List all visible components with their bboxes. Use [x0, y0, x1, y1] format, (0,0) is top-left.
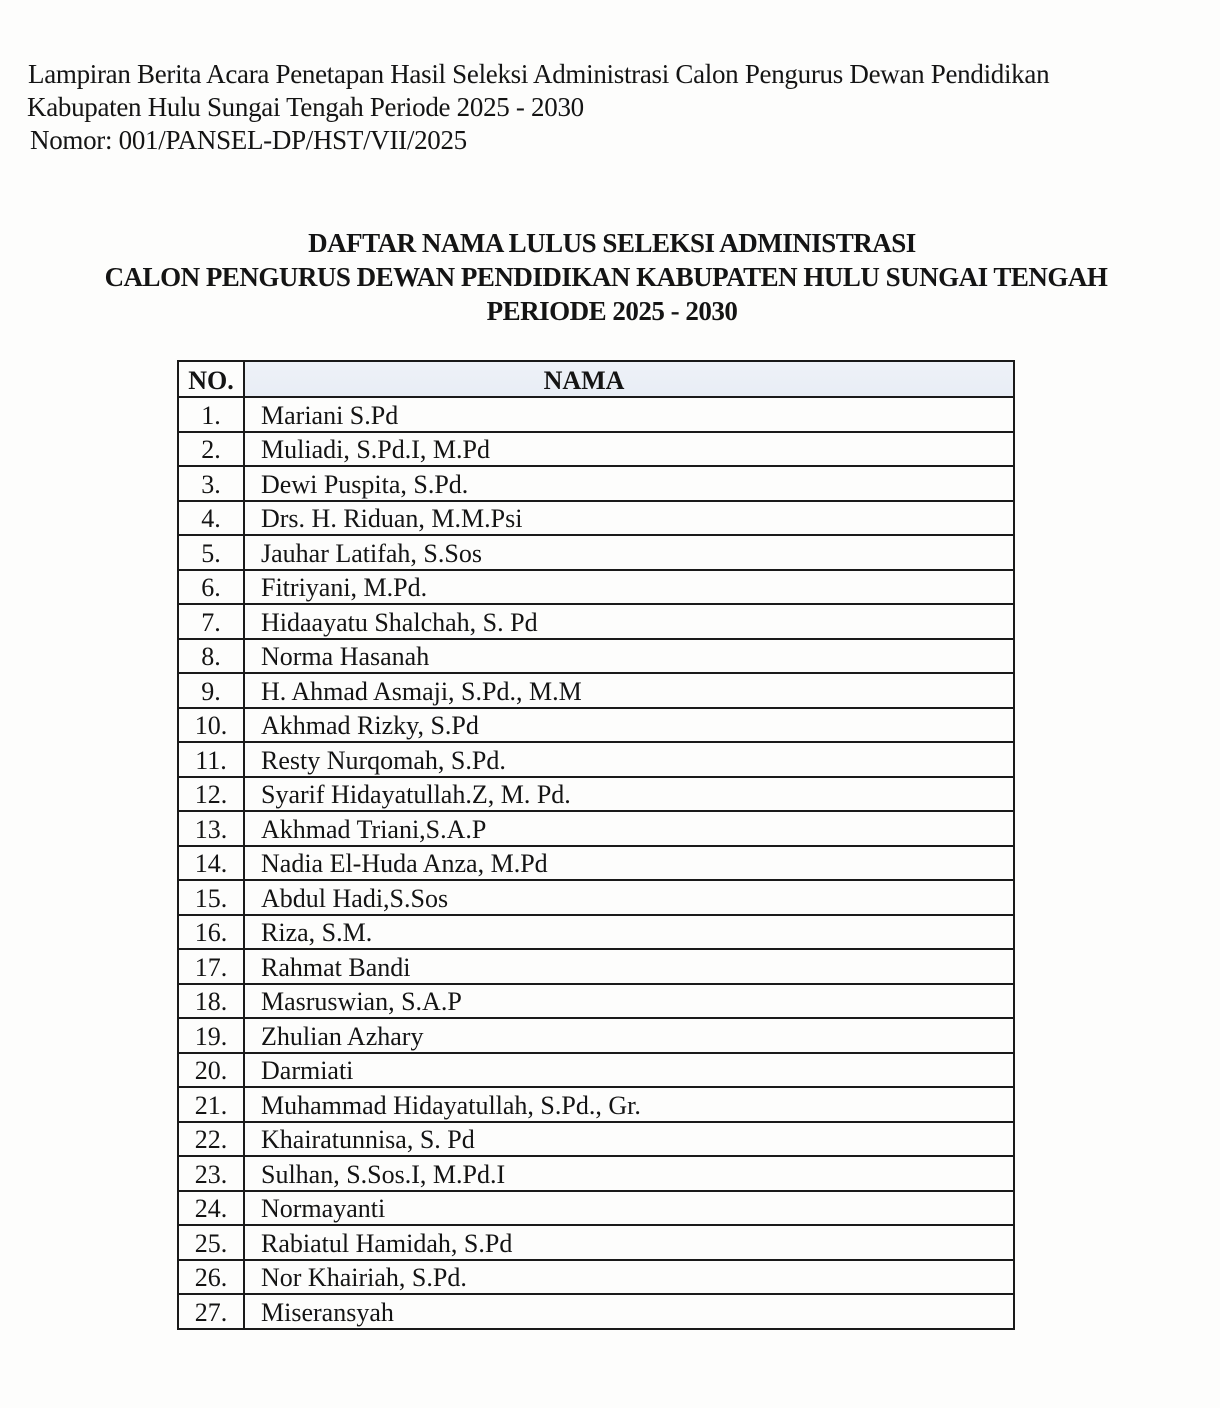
table-row: [178, 535, 1014, 570]
table-row: [178, 846, 1014, 881]
row-number: 5.: [178, 535, 244, 570]
candidate-name: Rabiatul Hamidah, S.Pd: [244, 1225, 1014, 1260]
table-row: [178, 1087, 1014, 1122]
table-header-row: [178, 361, 1014, 397]
row-number: 10.: [178, 708, 244, 743]
candidate-name: Muhammad Hidayatullah, S.Pd., Gr.: [244, 1087, 1014, 1122]
attachment-title-line-1: Lampiran Berita Acara Penetapan Hasil Seleksi Administrasi Calon Pengurus Dewan Pendidikan: [28, 59, 1050, 89]
table-row: [178, 397, 1014, 432]
row-number: 27.: [178, 1294, 244, 1329]
candidate-name: Muliadi, S.Pd.I, M.Pd: [244, 432, 1014, 467]
table-row: [178, 639, 1014, 674]
row-number: 19.: [178, 1018, 244, 1053]
candidate-name: H. Ahmad Asmaji, S.Pd., M.M: [244, 673, 1014, 708]
row-number: 22.: [178, 1122, 244, 1157]
candidate-name: Riza, S.M.: [244, 915, 1014, 950]
row-number: 15.: [178, 880, 244, 915]
table-row: [178, 1156, 1014, 1191]
row-number: 17.: [178, 949, 244, 984]
table-row: [178, 1122, 1014, 1157]
table-row: [178, 984, 1014, 1019]
row-number: 21.: [178, 1087, 244, 1122]
candidate-name: Akhmad Triani,S.A.P: [244, 811, 1014, 846]
candidate-name: Resty Nurqomah, S.Pd.: [244, 742, 1014, 777]
row-number: 18.: [178, 984, 244, 1019]
candidate-name: Nadia El-Huda Anza, M.Pd: [244, 846, 1014, 881]
table-row: [178, 915, 1014, 950]
row-number: 23.: [178, 1156, 244, 1191]
table-row: [178, 1053, 1014, 1088]
row-number: 9.: [178, 673, 244, 708]
row-number: 24.: [178, 1191, 244, 1226]
attachment-header: [28, 58, 1049, 157]
row-number: 11.: [178, 742, 244, 777]
candidate-name: Fitriyani, M.Pd.: [244, 570, 1014, 605]
row-number: 7.: [178, 604, 244, 639]
table-row: [178, 1225, 1014, 1260]
table-row: [178, 949, 1014, 984]
passed-candidates-table: [177, 360, 1015, 1330]
candidate-name: Jauhar Latifah, S.Sos: [244, 535, 1014, 570]
row-number: 4.: [178, 501, 244, 536]
candidate-name: Dewi Puspita, S.Pd.: [244, 466, 1014, 501]
row-number: 13.: [178, 811, 244, 846]
table-row: [178, 1260, 1014, 1295]
row-number: 6.: [178, 570, 244, 605]
title-line-1: DAFTAR NAMA LULUS SELEKSI ADMINISTRASI: [308, 228, 916, 258]
table-body: [178, 397, 1014, 1329]
candidate-name: Akhmad Rizky, S.Pd: [244, 708, 1014, 743]
candidate-name: Mariani S.Pd: [244, 397, 1014, 432]
column-header-no: NO.: [178, 361, 244, 397]
row-number: 3.: [178, 466, 244, 501]
candidate-name: Nor Khairiah, S.Pd.: [244, 1260, 1014, 1295]
table-row: [178, 811, 1014, 846]
row-number: 8.: [178, 639, 244, 674]
table-row: [178, 777, 1014, 812]
column-header-nama: NAMA: [244, 361, 1014, 397]
candidate-name: Masruswian, S.A.P: [244, 984, 1014, 1019]
table-row: [178, 604, 1014, 639]
row-number: 14.: [178, 846, 244, 881]
table-row: [178, 570, 1014, 605]
row-number: 2.: [178, 432, 244, 467]
table-row: [178, 708, 1014, 743]
candidate-name: Abdul Hadi,S.Sos: [244, 880, 1014, 915]
row-number: 12.: [178, 777, 244, 812]
row-number: 1.: [178, 397, 244, 432]
row-number: 16.: [178, 915, 244, 950]
row-number: 26.: [178, 1260, 244, 1295]
table-row: [178, 466, 1014, 501]
row-number: 20.: [178, 1053, 244, 1088]
document-number: Nomor: 001/PANSEL-DP/HST/VII/2025: [30, 125, 467, 155]
candidate-name: Hidaayatu Shalchah, S. Pd: [244, 604, 1014, 639]
candidate-name: Norma Hasanah: [244, 639, 1014, 674]
candidate-name: Rahmat Bandi: [244, 949, 1014, 984]
title-line-3: PERIODE 2025 - 2030: [486, 296, 738, 326]
table-row: [178, 1294, 1014, 1329]
table-row: [178, 742, 1014, 777]
candidate-name: Miseransyah: [244, 1294, 1014, 1329]
document-title: [0, 226, 1220, 328]
table-row: [178, 432, 1014, 467]
table-row: [178, 880, 1014, 915]
candidate-name: Sulhan, S.Sos.I, M.Pd.I: [244, 1156, 1014, 1191]
candidate-name: Darmiati: [244, 1053, 1014, 1088]
table-row: [178, 1191, 1014, 1226]
attachment-title-line-2: Kabupaten Hulu Sungai Tengah Periode 2025 - 2030: [27, 92, 584, 122]
candidate-name: Syarif Hidayatullah.Z, M. Pd.: [244, 777, 1014, 812]
candidate-name: Drs. H. Riduan, M.M.Psi: [244, 501, 1014, 536]
row-number: 25.: [178, 1225, 244, 1260]
table-row: [178, 501, 1014, 536]
candidate-name: Khairatunnisa, S. Pd: [244, 1122, 1014, 1157]
table-row: [178, 1018, 1014, 1053]
table-row: [178, 673, 1014, 708]
candidate-name: Normayanti: [244, 1191, 1014, 1226]
title-line-2: CALON PENGURUS DEWAN PENDIDIKAN KABUPATEN HULU SUNGAI TENGAH: [104, 262, 1108, 292]
candidate-name: Zhulian Azhary: [244, 1018, 1014, 1053]
